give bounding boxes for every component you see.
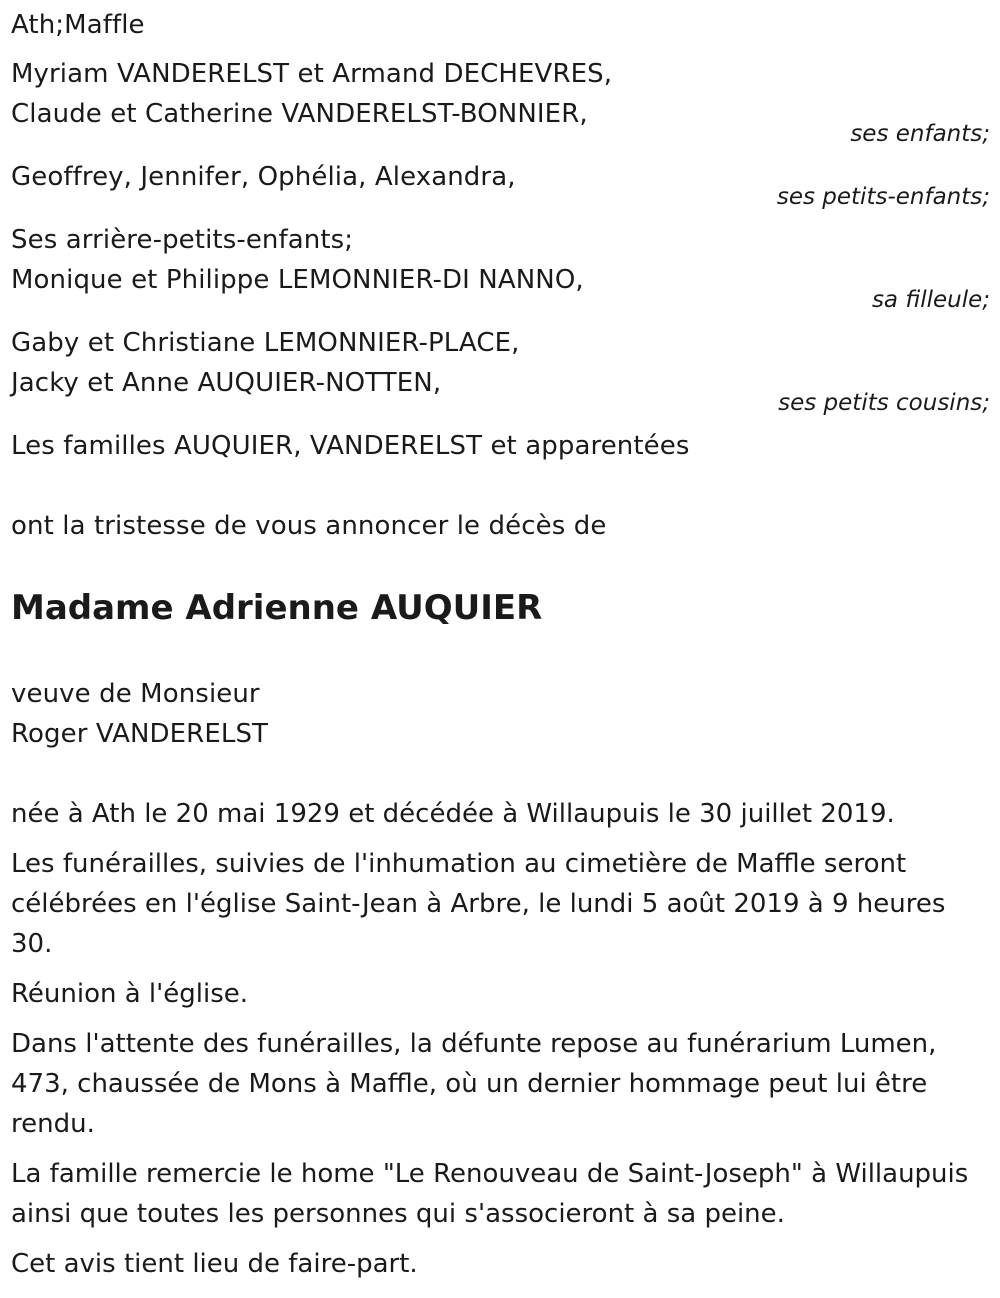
children-role: ses enfants; — [850, 121, 990, 147]
details-section — [11, 794, 976, 1294]
cousins-role: ses petits cousins; — [778, 390, 990, 416]
cousins-line-1: Gaby et Christiane LEMONNIER-PLACE, — [11, 328, 520, 358]
announcement-line: ont la tristesse de vous annoncer le décès de — [11, 511, 607, 541]
funeral-paragraph: Les funérailles, suivies de l'inhumation au cimetière de Maffle seront célébrées en l'église Saint-Jean à Arbre, le lundi 5 août 2019 à 9 heures 30. — [11, 849, 946, 959]
children-line-2: Claude et Catherine VANDERELST-BONNIER, — [11, 99, 588, 129]
deceased-name: Madame Adrienne AUQUIER — [11, 588, 543, 628]
repose-paragraph: Dans l'attente des funérailles, la défunte repose au funérarium Lumen, 473, chaussée de Mons à Maffle, où un dernier hommage peut lui être rendu. — [11, 1029, 937, 1139]
children-line-1: Myriam VANDERELST et Armand DECHEVRES, — [11, 59, 613, 89]
goddaughter-line: Monique et Philippe LEMONNIER-DI NANNO, — [11, 265, 584, 295]
meeting-paragraph: Réunion à l'église. — [11, 979, 249, 1009]
notice-paragraph: Cet avis tient lieu de faire-part. — [11, 1249, 418, 1279]
grandchildren-role: ses petits-enfants; — [776, 184, 990, 210]
goddaughter-role: sa filleule; — [871, 287, 990, 313]
families-line: Les familles AUQUIER, VANDERELST et apparentées — [11, 431, 690, 461]
widow-line-1: veuve de Monsieur — [11, 679, 260, 709]
thanks-paragraph: La famille remercie le home "Le Renouveau de Saint-Joseph" à Willaupuis ainsi que toutes les personnes qui s'associeront à sa peine. — [11, 1159, 969, 1229]
location-header: Ath;Maffle — [11, 10, 145, 40]
grandchildren-line: Geoffrey, Jennifer, Ophélia, Alexandra, — [11, 162, 516, 192]
great-grandchildren-line: Ses arrière-petits-enfants; — [11, 225, 354, 255]
birth-death-paragraph: née à Ath le 20 mai 1929 et décédée à Willaupuis le 30 juillet 2019. — [11, 799, 895, 829]
cousins-line-2: Jacky et Anne AUQUIER-NOTTEN, — [11, 368, 442, 398]
widow-line-2: Roger VANDERELST — [11, 719, 269, 749]
